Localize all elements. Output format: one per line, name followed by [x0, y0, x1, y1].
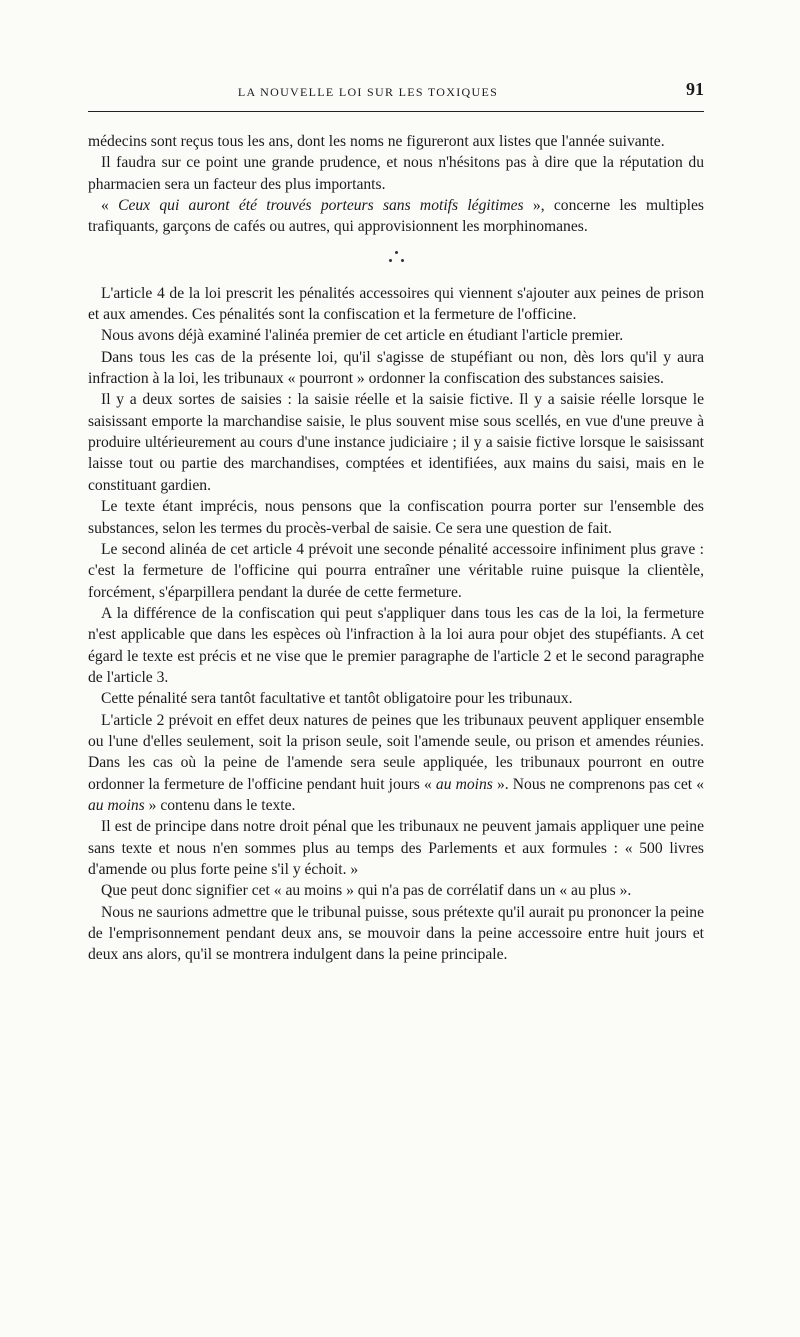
paragraph: Il faudra sur ce point une grande prudence, et nous n'hésitons pas à dire que la réputation du pharmacien sera un facteur des plus importants.	[88, 154, 704, 193]
asterism-separator	[88, 238, 704, 283]
paragraph: Le texte étant imprécis, nous pensons que la confiscation pourra porter sur l'ensemble des substances, selon les termes du procès-verbal de saisie. Ce sera une question de fait.	[88, 498, 704, 537]
page-number: 91	[686, 79, 704, 99]
paragraph: médecins sont reçus tous les ans, dont les noms ne figureront aux listes que l'année suivante.	[88, 133, 665, 150]
paragraph: Il est de principe dans notre droit pénal que les tribunaux ne peuvent jamais appliquer une peine sans texte et nous n'en sommes plus au temps des Parlements et aux formules : « 500 livres d'amende ou plus forte peine s'il y échoit. »	[88, 818, 704, 878]
paragraph: Le second alinéa de cet article 4 prévoit une seconde pénalité accessoire infiniment plus grave : c'est la fermeture de l'officine qui pourra entraîner une véritable ruine puisque la clientèle, forcément, s'éparpillera pendant la durée de cette fermeture.	[88, 540, 704, 601]
quoted-phrase: au moins	[435, 775, 493, 793]
paragraph: Nous ne saurions admettre que le tribunal puisse, sous prétexte qu'il aurait pu prononcer la peine de l'emprisonnement pendant deux ans, se mouvoir dans la peine accessoire entre huit jours et deux ans alors, qu'il se montrera indulgent dans la peine principale.	[88, 903, 704, 964]
paragraph: A la différence de la confiscation qui peut s'appliquer dans tous les cas de la loi, la fermeture n'est applicable que dans les espèces où l'infraction à la loi aura pour objet des stupéfiants. A cet égard le texte est précis et ne vise que le premier paragraphe de l'article 2 et le second paragraphe de l'article 3.	[88, 604, 704, 686]
paragraph-middle: ». Nous ne comprenons pas cet «	[492, 775, 704, 793]
paragraph-after: » contenu dans le texte.	[144, 796, 296, 814]
quoted-phrase: Ceux qui auront été trouvés porteurs sans motifs légitimes	[118, 197, 524, 215]
paragraph: Il y a deux sortes de saisies : la saisie réelle et la saisie fictive. Il y a saisie réelle lorsque le saisissant emporte la marchandise saisie, le plus souvent mise sous scellés, en vue d'une preuve à produire ultérieurement au cours d'une instance judiciaire ; il y a saisie fictive lorsque le saisissant laisse tout ou partie des marchandises, comptées et identifiées, aux mains du saisi, mais en le constituant gardien.	[88, 391, 704, 494]
paragraph-before: L'article 2 prévoit en effet deux natures de peines que les tribunaux peuvent appliquer ensemble ou l'une d'elles seulement, soit la prison seule, soit l'amende seule, ou prison et amendes réunies. Dans les cas où la peine de l'amende sera seule appliquée, les tribunaux pourront en outre ordonner la fermeture de l'officine pendant huit jours «	[88, 711, 704, 793]
running-title: LA NOUVELLE LOI SUR LES TOXIQUES	[237, 85, 499, 99]
paragraph: Nous avons déjà examiné l'alinéa premier de cet article en étudiant l'article premier.	[101, 327, 624, 345]
page-header	[88, 80, 704, 106]
header-rule	[88, 111, 704, 112]
paragraph-rest: , concerne les multiples trafiquants, garçons de cafés ou autres, qui approvisionnent les morphinomanes.	[88, 197, 704, 236]
paragraph: Cette pénalité sera tantôt facultative et tantôt obligatoire pour les tribunaux.	[101, 690, 573, 708]
paragraph: « Ceux qui auront été trouvés porteurs sans motifs légitimes », concerne les multiples trafiquants, garçons de cafés ou autres, qui approvisionnent les morphinomanes.	[88, 197, 704, 236]
quoted-phrase: au moins	[88, 796, 145, 814]
paragraph: Que peut donc signifier cet « au moins » qui n'a pas de corrélatif dans un « au plus ».	[101, 882, 632, 900]
paragraph: L'article 4 de la loi prescrit les pénalités accessoires qui viennent s'ajouter aux peines de prison et aux amendes. Ces pénalités sont la confiscation et la fermeture de l'officine.	[88, 284, 704, 324]
paragraph	[88, 710, 704, 817]
body-text	[88, 131, 704, 966]
paragraph: Dans tous les cas de la présente loi, qu'il s'agisse de stupéfiant ou non, dès lors qu'il y aura infraction à la loi, les tribunaux « pourront » ordonner la confiscation des substances saisies.	[88, 348, 704, 388]
